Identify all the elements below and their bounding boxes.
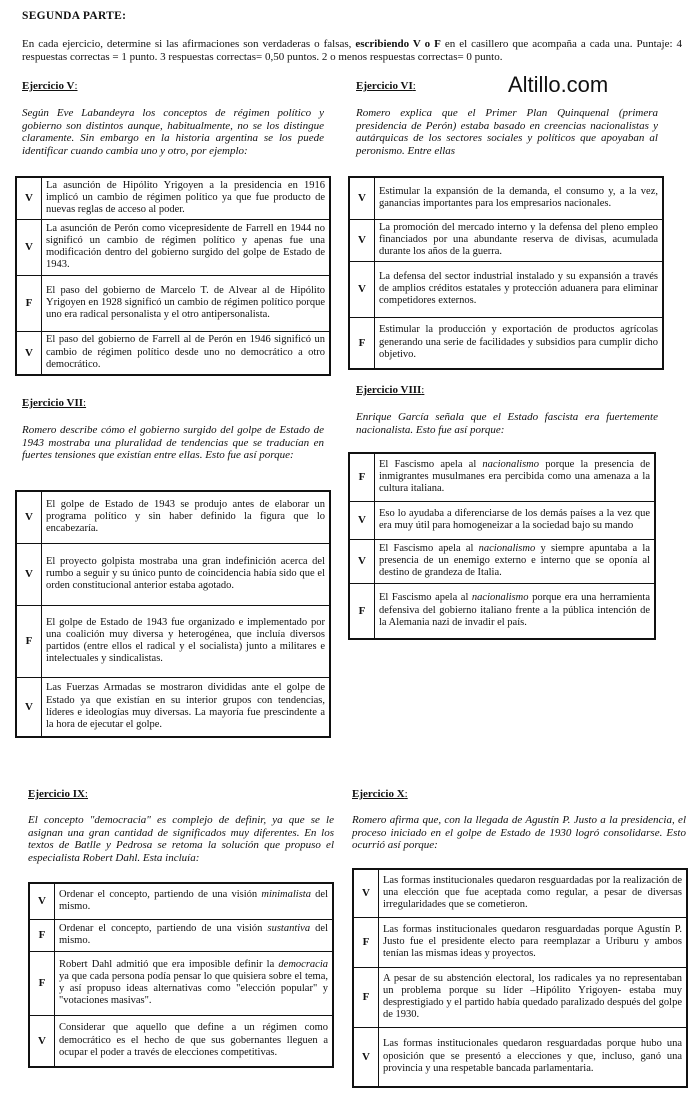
ex8-table bbox=[348, 452, 656, 640]
table-row bbox=[349, 501, 655, 539]
statement: El Fascismo apela al nacionalismo porque era una herramienta defensiva del gobierno italiano frente a la pública intención de la Alemania nazi de invadir el país. bbox=[375, 583, 656, 639]
ex9-intro: El concepto "democracia" es complejo de definir, ya que se le asignan una gran cantidad de significados muy diferentes. En los textos de Batlle y Pedrosa se retoma la solución que propuso el especialista Robert Dahl. Esta incluía: bbox=[28, 814, 334, 864]
ex7-title: Ejercicio VII: bbox=[22, 397, 87, 409]
answer-cell[interactable]: F bbox=[349, 317, 375, 369]
statement: A pesar de su abstención electoral, los radicales ya no representaban un problema porque su líder –Hipólito Yrigoyen- estaba muy desprestigiado y el partido había quedado paralizado después del golpe de 1930. bbox=[379, 967, 688, 1027]
answer-cell[interactable]: V bbox=[29, 1015, 55, 1067]
table-row bbox=[16, 491, 330, 543]
answer-cell[interactable]: V bbox=[353, 1027, 379, 1087]
ex5-title: Ejercicio V: bbox=[22, 80, 78, 92]
statement: El proyecto golpista mostraba una gran indefinición acerca del rumbo a seguir y su único punto de coincidencia había sido que el orden constitucional anterior estaba agotado. bbox=[42, 543, 331, 605]
table-row bbox=[29, 883, 333, 919]
statement: Las formas institucionales quedaron resguardadas porque hubo una oposición que se presentó a elecciones y que, incluso, ganó una provincia y una respetable bancada parlamentaria. bbox=[379, 1027, 688, 1087]
table-row bbox=[16, 331, 330, 375]
statement: La promoción del mercado interno y la defensa del pleno empleo financiados por una abundante reserva de divisas, acumulada durante los años de la guerra. bbox=[375, 219, 664, 261]
answer-cell[interactable]: F bbox=[349, 453, 375, 501]
table-row bbox=[349, 539, 655, 583]
part-title: SEGUNDA PARTE: bbox=[22, 10, 127, 22]
answer-cell[interactable]: V bbox=[16, 219, 42, 275]
ex10-intro: Romero afirma que, con la llegada de Agustín P. Justo a la presidencia, el proceso iniciado en el golpe de Estado de 1930 logró consolidarse. Esto ocurrió así porque: bbox=[352, 814, 686, 851]
statement: El golpe de Estado de 1943 se produjo antes de elaborar un programa político y sin haber definido la figura que lo encabezaría. bbox=[42, 491, 331, 543]
ex6-title: Ejercicio VI: bbox=[356, 80, 416, 92]
ex7-table bbox=[15, 490, 331, 738]
statement: El paso del gobierno de Farrell al de Perón en 1946 significó un cambio de régimen político desde uno no democrático a otro democrático. bbox=[42, 331, 331, 375]
answer-cell[interactable]: F bbox=[353, 917, 379, 967]
statement: El golpe de Estado de 1943 fue organizado e implementado por una coalición muy diversa y heterogénea, que incluía diversos partidos (entre ellos el radical y el socialista) junto a militares e intelectuales y sindicalistas. bbox=[42, 605, 331, 677]
answer-cell[interactable]: V bbox=[16, 543, 42, 605]
table-row bbox=[29, 919, 333, 951]
statement: Estimular la producción y exportación de productos agrícolas generando una serie de facilidades y subsidios para cumplir dicho objetivo. bbox=[375, 317, 664, 369]
statement: El Fascismo apela al nacionalismo porque la presencia de inmigrantes musulmanes era percibida como una amenaza a la cultura italiana. bbox=[375, 453, 656, 501]
ex5-table bbox=[15, 176, 331, 376]
table-row bbox=[16, 219, 330, 275]
statement: El paso del gobierno de Marcelo T. de Alvear al de Hipólito Yrigoyen en 1928 significó un cambio de régimen político porque uno era radical personalista y el otro antipersonalista. bbox=[42, 275, 331, 331]
answer-cell[interactable]: V bbox=[353, 869, 379, 917]
answer-cell[interactable]: F bbox=[16, 605, 42, 677]
table-row bbox=[349, 583, 655, 639]
ex6-table bbox=[348, 176, 664, 370]
statement: Las formas institucionales quedaron resguardadas por la realización de una elección que fue aceptada como regular, a pesar de diversas irregularidades que se cometieron. bbox=[379, 869, 688, 917]
statement: El Fascismo apela al nacionalismo y siempre apuntaba a la presencia de un enemigo externo e interno que se oponía al destino de grandeza de Italia. bbox=[375, 539, 656, 583]
statement: Considerar que aquello que define a un régimen como democrático es el hecho de que sus gobernantes lleguen a ocupar el poder a través de elecciones competitivas. bbox=[55, 1015, 334, 1067]
statement: La defensa del sector industrial instalado y su expansión a través de amplios créditos estatales y protección aduanera para eliminar competidores externos. bbox=[375, 261, 664, 317]
table-row bbox=[353, 967, 687, 1027]
table-row bbox=[16, 177, 330, 219]
table-row bbox=[353, 1027, 687, 1087]
instructions: En cada ejercicio, determine si las afirmaciones son verdaderas o falsas, escribiendo V o F en el casillero que acompaña a cada una. Puntaje: 4 respuestas correctas = 1 punto. 3 respuestas correctas= 0,50 puntos. 2 o menos respuestas correctas= 0 punto. bbox=[22, 38, 682, 63]
table-row bbox=[16, 543, 330, 605]
table-row bbox=[349, 317, 663, 369]
answer-cell[interactable]: F bbox=[353, 967, 379, 1027]
answer-cell[interactable]: F bbox=[349, 583, 375, 639]
table-row bbox=[349, 453, 655, 501]
answer-cell[interactable]: V bbox=[29, 883, 55, 919]
statement: La asunción de Hipólito Yrigoyen a la presidencia en 1916 implicó un cambio de régimen político ya que fue producto de nuevas reglas de acceso al poder. bbox=[42, 177, 331, 219]
ex8-intro: Enrique García señala que el Estado fascista era fuertemente nacionalista. Esto fue así porque: bbox=[356, 411, 658, 436]
statement: La asunción de Perón como vicepresidente de Farrell en 1944 no significó un cambio de régimen político y apenas fue una modificación dentro del gobierno surgido del golpe de Estado de 1943. bbox=[42, 219, 331, 275]
table-row bbox=[16, 275, 330, 331]
answer-cell[interactable]: F bbox=[16, 275, 42, 331]
answer-cell[interactable]: V bbox=[349, 219, 375, 261]
altillo-logo: Altillo.com bbox=[508, 72, 609, 97]
ex10-title: Ejercicio X: bbox=[352, 788, 408, 800]
answer-cell[interactable]: F bbox=[29, 951, 55, 1015]
answer-cell[interactable]: V bbox=[349, 539, 375, 583]
table-row bbox=[16, 677, 330, 737]
answer-cell[interactable]: V bbox=[16, 177, 42, 219]
statement: Ordenar el concepto, partiendo de una visión sustantiva del mismo. bbox=[55, 919, 334, 951]
answer-cell[interactable]: F bbox=[29, 919, 55, 951]
table-row bbox=[29, 1015, 333, 1067]
table-row bbox=[349, 177, 663, 219]
statement: Las Fuerzas Armadas se mostraron divididas ante el golpe de Estado ya que existían en su interior grupos con tendencias, líderes e ideologías muy diversas. La mayoría fue prescindente a la hora de ejecutar el golpe. bbox=[42, 677, 331, 737]
ex7-intro: Romero describe cómo el gobierno surgido del golpe de Estado de 1943 mostraba una pluralidad de tendencias que se traducían en fuertes tensiones que existían entre ellas. Esto fue así porque: bbox=[22, 424, 324, 461]
ex6-intro: Romero explica que el Primer Plan Quinquenal (primera presidencia de Perón) estaba basado en creencias nacionalistas y autárquicas de los sectores sociales y políticos que apoyaban al peronismo. Entre ellas bbox=[356, 107, 658, 157]
statement: Ordenar el concepto, partiendo de una visión minimalista del mismo. bbox=[55, 883, 334, 919]
ex9-table bbox=[28, 882, 334, 1068]
answer-cell[interactable]: V bbox=[349, 177, 375, 219]
statement: Eso lo ayudaba a diferenciarse de los demás países a la vez que era muy útil para homogeneizar a la sociedad bajo su mando bbox=[375, 501, 656, 539]
table-row bbox=[349, 261, 663, 317]
ex5-intro: Según Eve Labandeyra los conceptos de régimen político y gobierno son distintos aunque, habitualmente, no se los distingue claramente. Sin embargo en la historia argentina se los puede identificar cuando cambia uno y otro, por ejemplo: bbox=[22, 107, 324, 157]
table-row bbox=[353, 917, 687, 967]
answer-cell[interactable]: V bbox=[349, 501, 375, 539]
ex9-title: Ejercicio IX: bbox=[28, 788, 88, 800]
ex8-title: Ejercicio VIII: bbox=[356, 384, 425, 396]
answer-cell[interactable]: V bbox=[349, 261, 375, 317]
table-row bbox=[349, 219, 663, 261]
table-row bbox=[29, 951, 333, 1015]
statement: Las formas institucionales quedaron resguardadas porque Agustín P. Justo fue el presidente electo para reemplazar a Uriburu y ambos tenían las mismas ideas y proyectos. bbox=[379, 917, 688, 967]
answer-cell[interactable]: V bbox=[16, 677, 42, 737]
answer-cell[interactable]: V bbox=[16, 491, 42, 543]
table-row bbox=[353, 869, 687, 917]
ex10-table bbox=[352, 868, 688, 1088]
answer-cell[interactable]: V bbox=[16, 331, 42, 375]
statement: Robert Dahl admitió que era imposible definir la democracia ya que cada persona podía pensar lo que quisiera sobre el tema, y así propuso ideas alternativas como "elección popular" y "votaciones masivas". bbox=[55, 951, 334, 1015]
statement: Estimular la expansión de la demanda, el consumo y, a la vez, ganancias importantes para los empresarios nacionales. bbox=[375, 177, 664, 219]
table-row bbox=[16, 605, 330, 677]
